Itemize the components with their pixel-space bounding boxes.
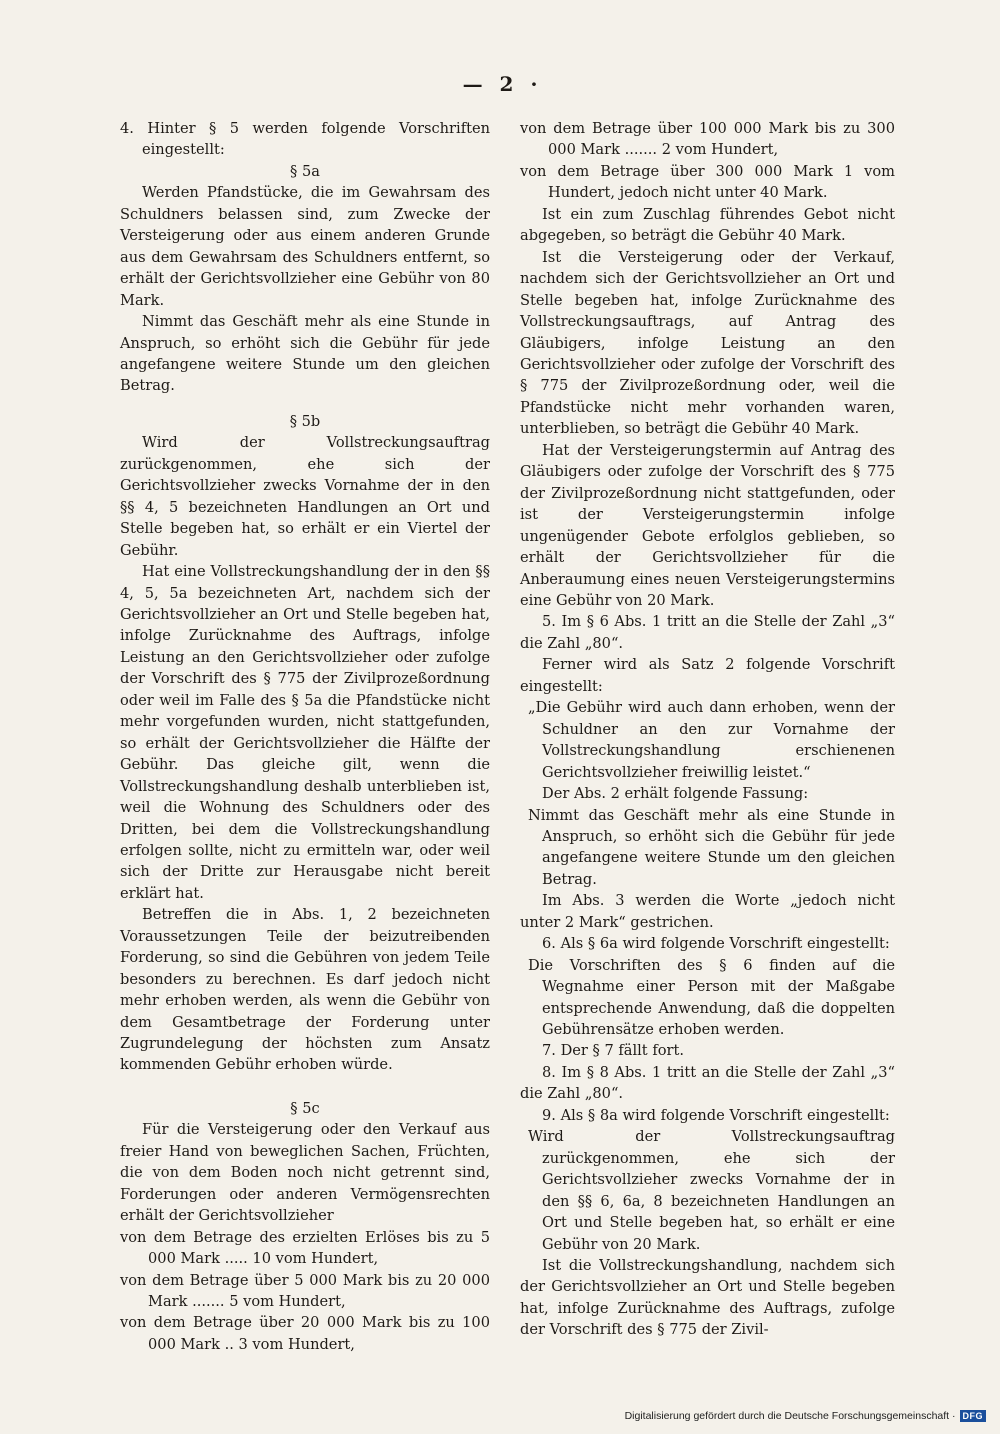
text-paragraph: Ist die Versteigerung oder der Verkauf, nachdem sich der Gerichtsvollzieher an Ort und Stelle begeben hat, infolge Zurücknahme des Vollstreckungsauftrags, auf Antrag des Gläubigers, infolge Leistung an den Gerichtsvollzieher oder zufolge der Vorschrift des § 775 der Zivilprozeßordnung oder, weil die Pfandstücke nicht mehr vorhanden waren, unterblieben, so beträgt die Gebühr 40 Mark. [520, 248, 895, 438]
text-paragraph: 8. Im § 8 Abs. 1 tritt an die Stelle der Zahl „3“ die Zahl „80“. [520, 1063, 895, 1103]
text-paragraph: von dem Betrage über 300 000 Mark 1 vom Hundert, jedoch nicht unter 40 Mark. [520, 162, 895, 202]
text-paragraph: Die Vorschriften des § 6 finden auf die Wegnahme einer Person mit der Maßgabe entsprechende Anwendung, daß die doppelten Gebührensätze erhoben werden. [528, 956, 895, 1039]
text-paragraph: Wird der Vollstreckungsauftrag zurückgenommen, ehe sich der Gerichtsvollzieher zwecks Vornahme der in den §§ 4, 5 bezeichneten Handlungen an Ort und Stelle begeben hat, so erhält er ein Viertel der Gebühr. [120, 434, 490, 559]
text-paragraph: Ist die Vollstreckungshandlung, nachdem sich der Gerichtsvollzieher an Ort und Stelle begeben hat, infolge Zurücknahme des Auftrags, zufolge der Vorschrift des § 775 der Zivil- [520, 1257, 895, 1339]
text-paragraph: von dem Betrage über 5 000 Mark bis zu 20 000 Mark ....... 5 vom Hundert, [120, 1271, 490, 1311]
text-paragraph: Nimmt das Geschäft mehr als eine Stunde in Anspruch, so erhöht sich die Gebühr für jede angefangene weitere Stunde um den gleichen Betrag. [528, 806, 895, 888]
text-paragraph: 7. Der § 7 fällt fort. [542, 1042, 684, 1060]
text-paragraph: Hat der Versteigerungstermin auf Antrag des Gläubigers oder zufolge der Vorschrift des § 775 der Zivilprozeßordnung nicht stattgefunden, oder ist der Versteigerungstermin infolge ungenügender Gebote erfolglos geblieben, so erhält der Gerichtsvollzieher für die Anberaumung eines neuen Versteigerungstermins eine Gebühr von 20 Mark. [520, 441, 895, 609]
text-paragraph: „Die Gebühr wird auch dann erhoben, wenn der Schuldner an den zur Vornahme der Vollstreckungshandlung erschienenen Gerichtsvollzieher freiwillig leistet.“ [528, 699, 895, 781]
text-paragraph: 6. Als § 6a wird folgende Vorschrift eingestellt: [542, 935, 890, 953]
text-paragraph: Für die Versteigerung oder den Verkauf aus freier Hand von beweglichen Sachen, Früchten, die von dem Boden noch nicht getrennt sind, Forderungen oder anderen Vermögensrechten erhält der Gerichtsvollzieher [120, 1121, 490, 1225]
text-paragraph: Betreffen die in Abs. 1, 2 bezeichneten Voraussetzungen Teile der beizutreibenden Forderung, so sind die Gebühren von jedem Teile besonders zu berechnen. Es darf jedoch nicht mehr erhoben werden, als wenn die Gebühr von dem Gesamtbetrage der Forderung unter Zugrundelegung der höchsten zum Ansatz kommenden Gebühr erhoben würde. [120, 906, 490, 1074]
text-paragraph: Werden Pfandstücke, die im Gewahrsam des Schuldners belassen sind, zum Zwecke der Versteigerung oder aus einem anderen Grunde aus dem Gewahrsam des Schuldners entfernt, so erhält der Gerichtsvollzieher eine Gebühr von 80 Mark. [120, 184, 490, 309]
text-paragraph: von dem Betrage über 100 000 Mark bis zu 300 000 Mark ....... 2 vom Hundert, [520, 120, 895, 159]
footer-credit: Digitalisierung gefördert durch die Deutsche Forschungsgemeinschaft · [624, 1410, 956, 1422]
section-heading: § 5c [290, 1099, 320, 1117]
text-paragraph: Im Abs. 3 werden die Worte „jedoch nicht unter 2 Mark“ gestrichen. [520, 892, 895, 931]
left-column [120, 118, 490, 1355]
text-paragraph: Der Abs. 2 erhält folgende Fassung: [542, 785, 809, 803]
text-paragraph: Wird der Vollstreckungsauftrag zurückgenommen, ehe sich der Gerichtsvollzieher zwecks Vornahme der in den §§ 6, 6a, 8 bezeichneten Handlungen an Ort und Stelle begeben hat, so erhält er eine Gebühr von 20 Mark. [528, 1128, 895, 1253]
section-heading: § 5a [290, 162, 320, 180]
header-dash-right: · [530, 72, 538, 96]
text-paragraph: 5. Im § 6 Abs. 1 tritt an die Stelle der Zahl „3“ die Zahl „80“. [520, 613, 895, 652]
text-paragraph: von dem Betrage des erzielten Erlöses bis zu 5 000 Mark ..... 10 vom Hundert, [120, 1228, 490, 1268]
text-paragraph: Ist ein zum Zuschlag führendes Gebot nicht abgegeben, so beträgt die Gebühr 40 Mark. [520, 205, 895, 245]
page-header [0, 72, 1000, 96]
text-paragraph: Ferner wird als Satz 2 folgende Vorschrift eingestellt: [520, 656, 895, 695]
right-column [520, 118, 895, 1341]
text-paragraph: Nimmt das Geschäft mehr als eine Stunde in Anspruch, so erhöht sich die Gebühr für jede angefangene weitere Stunde um den gleichen Betrag. [120, 313, 490, 395]
text-paragraph: 4. Hinter § 5 werden folgende Vorschriften eingestellt: [120, 120, 490, 159]
header-dash-left: — [462, 72, 483, 96]
dfg-logo: DFG [960, 1410, 987, 1422]
digitization-footer [625, 1410, 986, 1422]
page-number: 2 [499, 72, 514, 96]
section-heading: § 5b [289, 412, 321, 430]
text-paragraph: 9. Als § 8a wird folgende Vorschrift eingestellt: [542, 1106, 890, 1124]
text-paragraph: von dem Betrage über 20 000 Mark bis zu 100 000 Mark .. 3 vom Hundert, [120, 1314, 490, 1353]
text-paragraph: Hat eine Vollstreckungshandlung der in den §§ 4, 5, 5a bezeichneten Art, nachdem sich der Gerichtsvollzieher an Ort und Stelle begeben hat, infolge Zurücknahme des Auftrags, infolge Leistung an den Gerichtsvollzieher oder zufolge der Vorschrift des § 775 der Zivilprozeßordnung oder weil im Falle des § 5a die Pfandstücke nicht mehr vorgefunden wurden, nicht stattgefunden, so erhält der Gerichtsvollzieher die Hälfte der Gebühr. Das gleiche gilt, wenn die Vollstreckungshandlung deshalb unterblieben ist, weil die Wohnung des Schuldners oder des Dritten, bei dem die Vollstreckungshandlung erfolgen sollte, nicht zu ermitteln war, oder weil sich der Dritte zur Herausgabe nicht bereit erklärt hat. [120, 563, 490, 902]
